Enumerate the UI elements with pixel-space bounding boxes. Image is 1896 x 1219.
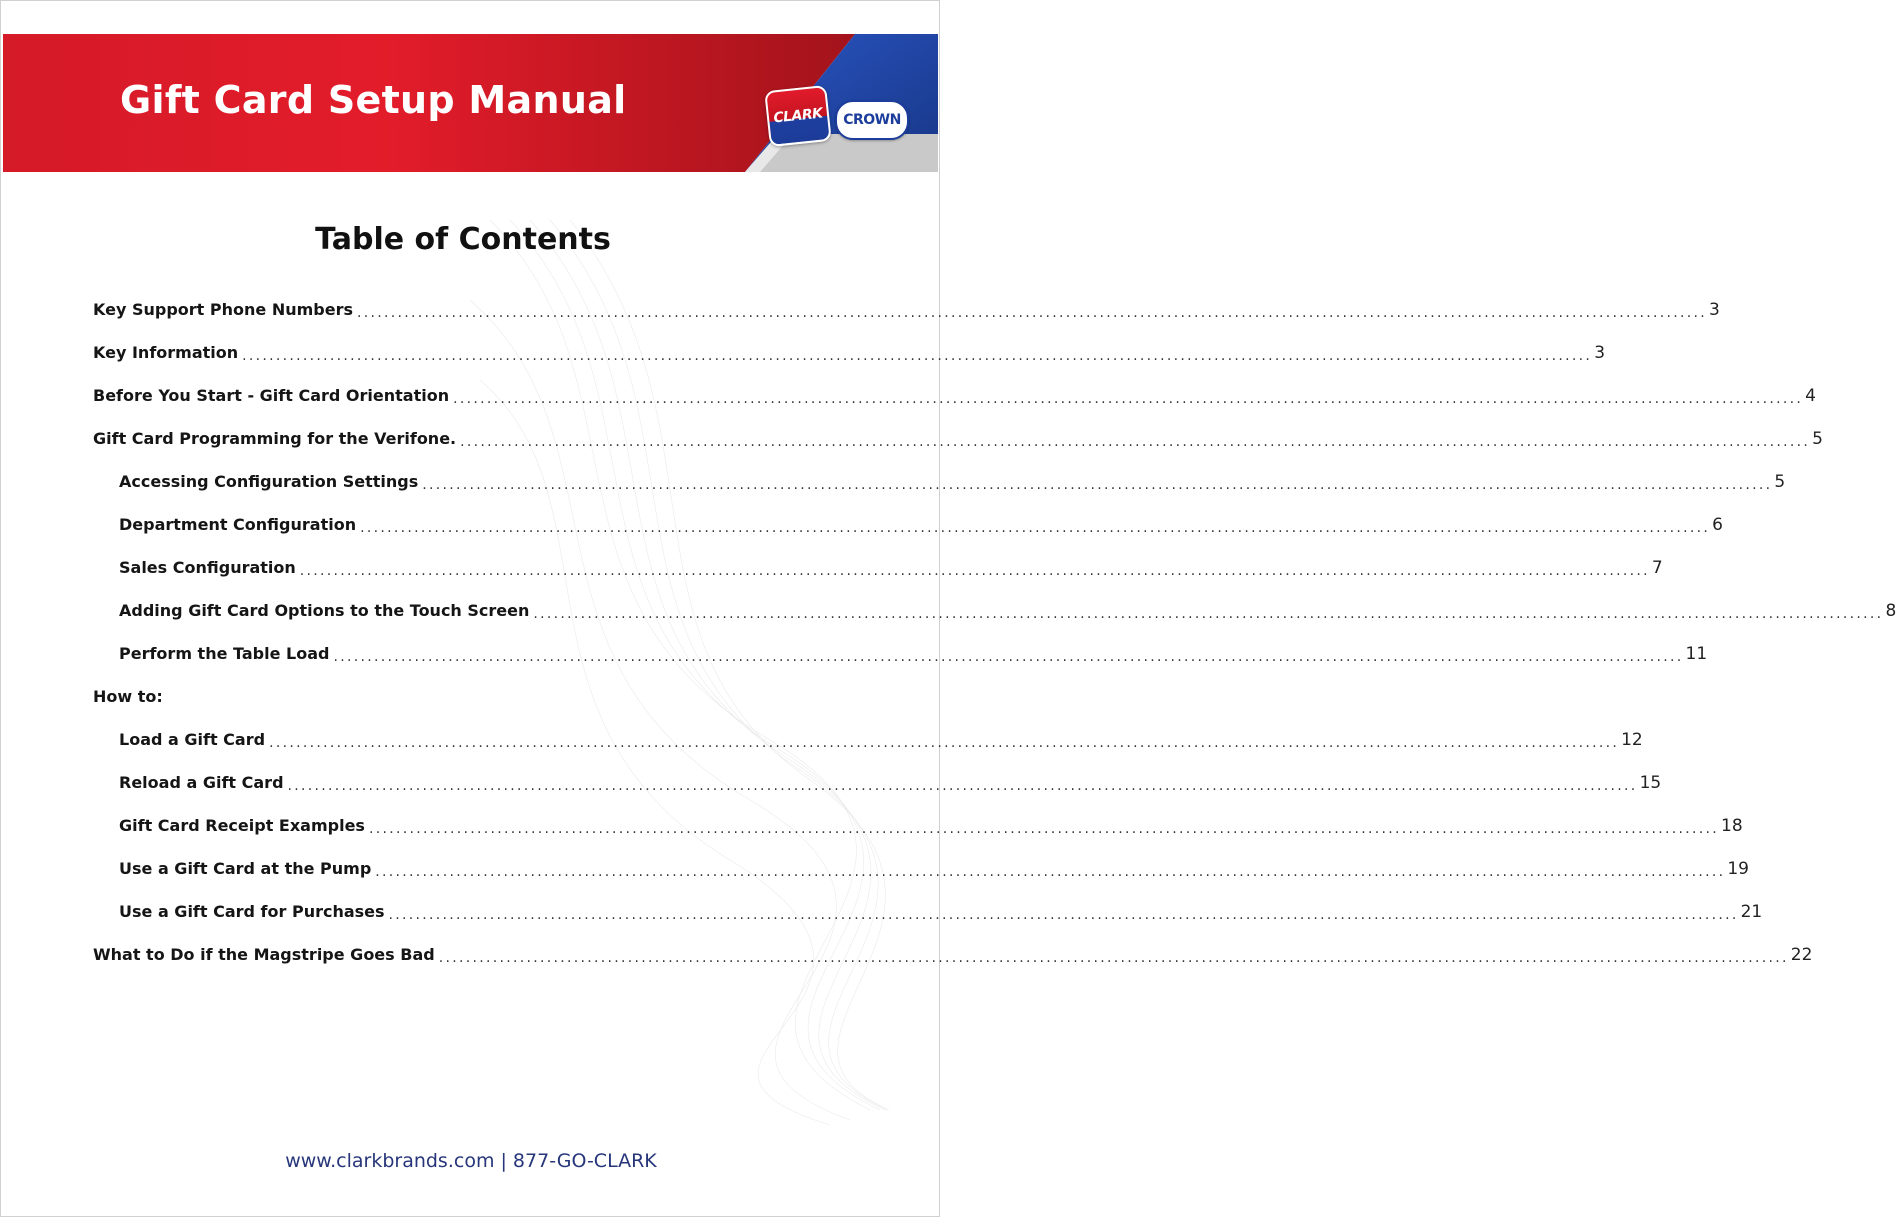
- toc-entry-label: Gift Card Receipt Examples: [119, 816, 365, 835]
- toc-entry-label: Key Information: [93, 343, 239, 362]
- toc-entry-before-you-start[interactable]: [93, 374, 1816, 417]
- clark-logo-text: CLARK: [772, 105, 824, 127]
- toc-entry-use-gift-card-purchases[interactable]: [119, 890, 1763, 933]
- toc-entry-use-gift-card-pump[interactable]: [119, 847, 1749, 890]
- toc-leader-dots: ........................................................................................................................................................................................................: [299, 562, 1650, 579]
- toc-entry-page: 8: [1885, 600, 1896, 621]
- toc-entry-label: Use a Gift Card at the Pump: [119, 859, 372, 878]
- toc-entry-perform-table-load[interactable]: [119, 632, 1708, 675]
- toc-list: [0, 288, 1896, 976]
- toc-entry-page: 6: [1712, 514, 1723, 535]
- document-title: Gift Card Setup Manual: [120, 78, 627, 122]
- toc-leader-dots: ........................................................................................................................................................................................................: [453, 390, 1804, 407]
- toc-entry-page: 3: [1709, 299, 1720, 320]
- toc-entry-page: 18: [1721, 815, 1743, 836]
- toc-entry-page: 7: [1651, 557, 1663, 578]
- footer-contact: www.clarkbrands.com | 877-GO-CLARK: [285, 1150, 657, 1172]
- toc-entry-receipt-examples[interactable]: [119, 804, 1743, 847]
- toc-entry-reload-gift-card[interactable]: [119, 761, 1662, 804]
- toc-entry-page: 5: [1812, 428, 1823, 449]
- toc-leader-dots: ........................................................................................................................................................................................................: [269, 734, 1620, 751]
- toc-entry-page: 12: [1621, 729, 1643, 750]
- crown-logo: [835, 100, 909, 140]
- toc-entry-key-information[interactable]: [93, 331, 1606, 374]
- toc-section-label: How to:: [93, 687, 163, 706]
- toc-leader-dots: ........................................................................................................................................................................................................: [287, 777, 1638, 794]
- toc-entry-load-gift-card[interactable]: [119, 718, 1643, 761]
- toc-entry-label: Perform the Table Load: [119, 644, 330, 663]
- toc-entry-page: 22: [1790, 944, 1813, 965]
- toc-leader-dots: ........................................................................................................................................................................................................: [368, 820, 1719, 837]
- toc-entry-label: Accessing Configuration Settings: [119, 472, 419, 491]
- toc-leader-dots: ........................................................................................................................................................................................................: [242, 347, 1593, 364]
- toc-leader-dots: ........................................................................................................................................................................................................: [388, 906, 1739, 923]
- toc-entry-sales-configuration[interactable]: [119, 546, 1663, 589]
- toc-entry-key-support-phone-numbers[interactable]: [93, 288, 1720, 331]
- toc-entry-page: 15: [1639, 772, 1662, 793]
- toc-title: Table of Contents: [315, 222, 611, 257]
- toc-leader-dots: ........................................................................................................................................................................................................: [333, 648, 1684, 665]
- toc-entry-label: Department Configuration: [119, 515, 357, 534]
- toc-leader-dots: ........................................................................................................................................................................................................: [460, 433, 1811, 450]
- crown-logo-text: CROWN: [843, 112, 901, 128]
- toc-entry-label: What to Do if the Magstripe Goes Bad: [93, 945, 435, 964]
- toc-entry-label: Gift Card Programming for the Verifone.: [93, 429, 457, 448]
- toc-leader-dots: ........................................................................................................................................................................................................: [360, 519, 1711, 536]
- toc-entry-gift-card-programming[interactable]: [93, 417, 1823, 460]
- toc-entry-label: Use a Gift Card for Purchases: [119, 902, 385, 921]
- toc-entry-accessing-configuration-settings[interactable]: [119, 460, 1786, 503]
- toc-entry-page: 21: [1740, 901, 1763, 922]
- toc-leader-dots: ........................................................................................................................................................................................................: [422, 476, 1773, 493]
- toc-entry-label: Sales Configuration: [119, 558, 296, 577]
- toc-entry-department-configuration[interactable]: [119, 503, 1723, 546]
- toc-entry-page: 3: [1594, 342, 1606, 363]
- toc-entry-label: Reload a Gift Card: [119, 773, 284, 792]
- toc-leader-dots: ........................................................................................................................................................................................................: [356, 304, 1708, 321]
- clark-logo: [764, 85, 832, 147]
- toc-entry-adding-gift-card-options[interactable]: [119, 589, 1896, 632]
- toc-entry-page: 11: [1685, 643, 1708, 664]
- toc-entry-label: Key Support Phone Numbers: [93, 300, 353, 319]
- toc-entry-page: 4: [1805, 385, 1816, 406]
- toc-entry-page: 19: [1727, 858, 1749, 879]
- toc-entry-label: Before You Start - Gift Card Orientation: [93, 386, 450, 405]
- toc-leader-dots: ........................................................................................................................................................................................................: [533, 605, 1884, 622]
- toc-section-how-to: [93, 675, 867, 718]
- toc-leader-dots: ........................................................................................................................................................................................................: [375, 863, 1726, 880]
- toc-leader-dots: ........................................................................................................................................................................................................: [438, 949, 1789, 966]
- toc-entry-page: 5: [1774, 471, 1786, 492]
- toc-entry-label: Adding Gift Card Options to the Touch Screen: [119, 601, 530, 620]
- toc-entry-label: Load a Gift Card: [119, 730, 266, 749]
- toc-entry-magstripe-goes-bad[interactable]: [93, 933, 1813, 976]
